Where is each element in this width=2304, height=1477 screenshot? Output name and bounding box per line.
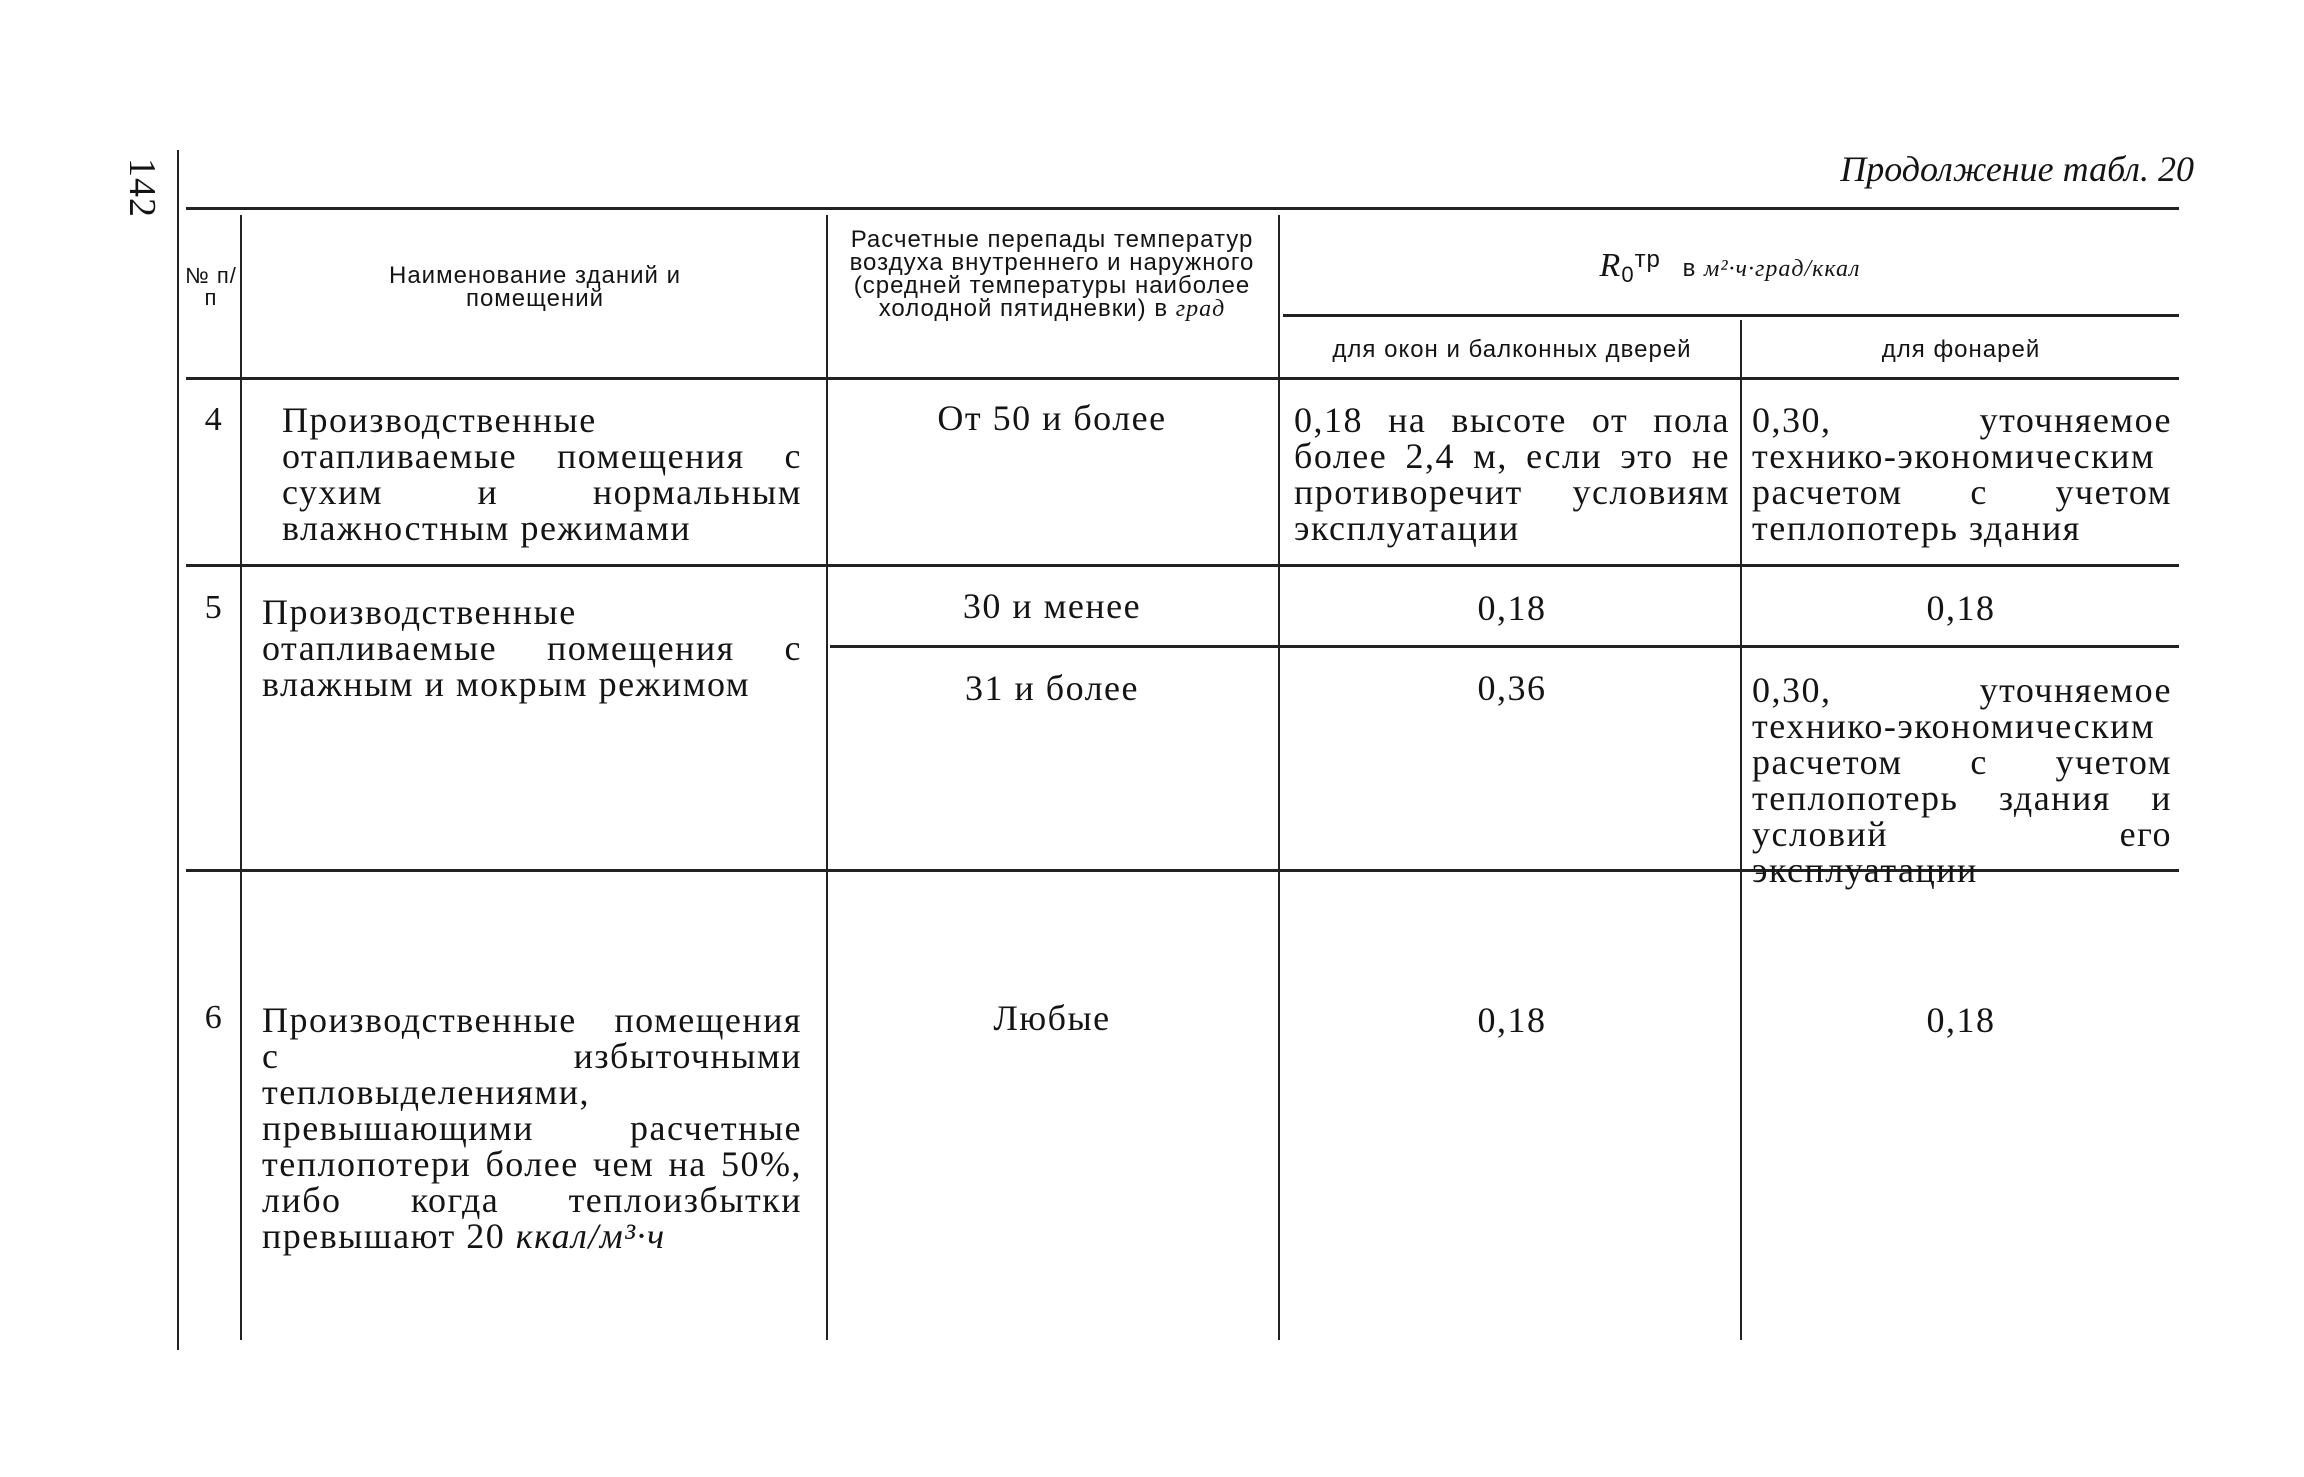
table-top-rule [186,207,2179,210]
row-skylights: 0,30, уточняемое технико-экономическим расчетом с учетом теплопотерь здания [1752,400,2172,548]
header-building: Наименование зданий и помещений [388,262,681,312]
header-temperature-text: Расчетные перепады температур воздуха внутреннего и наружного (средней температуры наиболее холодной пятидневки) в [849,226,1255,322]
row-number: 6 [204,999,224,1036]
row-windows: 0,18 [1477,588,1547,628]
table-caption: Продолжение табл. 20 [1840,149,2194,189]
row-skylights: 0,30, уточняемое технико-экономическим расчетом с учетом теплопотерь здания и условий его эксплуатации [1752,670,2172,890]
margin-rule [177,150,179,1350]
row-skylights: 0,18 [1926,1000,1996,1040]
header-temperature-unit: град [1175,296,1226,322]
header-temperature [832,228,1272,321]
row-building-unit: ккал/м³·ч [515,1216,666,1256]
resistance-symbol: R [1599,247,1622,284]
resistance-unit: м²·ч·град/ккал [1704,256,1861,282]
row-temperature: 31 и более [964,668,1140,708]
header-number: № п/п [185,263,237,310]
row-windows: 0,18 на высоте от пола более 2,4 м, если это не противоречит условиям эксплуатации [1294,400,1730,548]
page-number: 142 [121,158,163,218]
resistance-unit-prefix: в [1682,255,1697,282]
row-5-split-rule [830,645,2179,648]
header-resistance [1290,248,2170,286]
row-4-bottom-rule [186,564,2179,567]
row-number: 5 [204,589,224,626]
row-temperature: 30 и менее [962,586,1142,626]
row-windows: 0,36 [1477,668,1547,708]
row-building-text: Производственные помещения с избыточными тепловыделениями, превышающими расчетные теплопотери более чем на 50%, либо когда теплоизбытки превышают 20 [262,1000,802,1256]
header-windows: для окон и балконных дверей [1332,336,1692,363]
row-skylights: 0,18 [1926,588,1996,628]
col-rule-4 [1740,320,1742,1340]
col-rule-1 [240,215,242,1340]
header-bottom-rule [186,377,2179,380]
row-building: Производственные отапливаемые помещения с влажным и мокрым режимом [262,592,802,704]
resistance-superscript: тр [1634,246,1661,273]
row-building: Производственные отапливаемые помещения с сухим и нормальным влажностным режимами [282,400,802,548]
col-rule-2 [826,215,828,1340]
col-rule-3 [1278,215,1280,1340]
row-temperature: Любые [993,998,1111,1038]
row-temperature: От 50 и более [937,398,1167,438]
header-skylights: для фонарей [1881,336,2041,363]
header-sub-rule [1283,314,2179,317]
row-building [262,1002,802,1254]
row-windows: 0,18 [1477,1000,1547,1040]
resistance-subscript: 0 [1621,261,1635,287]
row-number: 4 [204,401,224,438]
